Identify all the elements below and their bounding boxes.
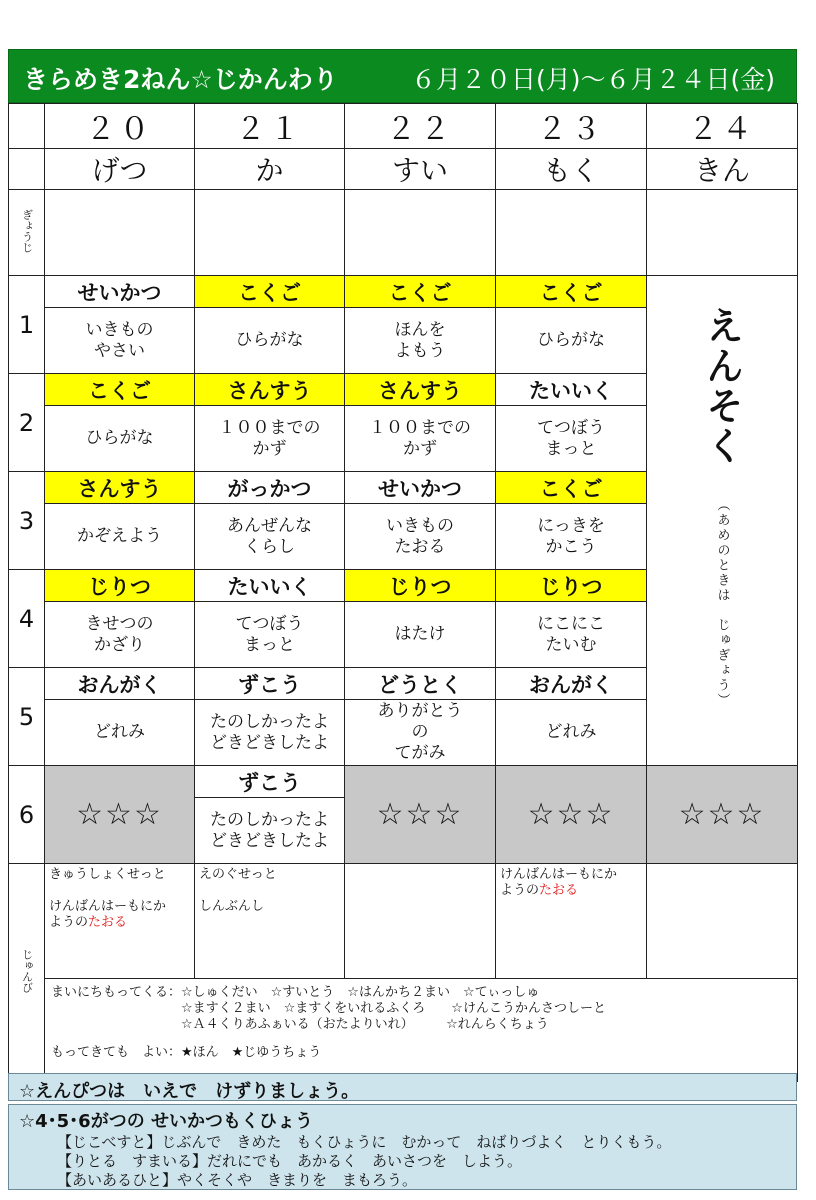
lesson-description: にこにこ たいむ [496, 602, 647, 668]
period-number: 5 [9, 668, 45, 766]
lesson-description: ひらがな [195, 308, 345, 374]
period-number: 2 [9, 374, 45, 472]
excursion-label: えんそく [699, 306, 744, 466]
lesson-description: かぞえよう [45, 504, 195, 570]
day-name: すい [345, 149, 496, 190]
junbi-cell [345, 864, 496, 979]
lesson-description: たのしかったよ どきどきしたよ [195, 798, 345, 864]
event-cell [345, 190, 496, 276]
lesson-description: いきもの たおる [345, 504, 496, 570]
star-cell: ☆☆☆ [647, 766, 798, 864]
junbi-line [500, 883, 642, 899]
friday-event-wrap [647, 306, 797, 708]
lesson-description: どれみ [45, 700, 195, 766]
optional-bring-line: もってきても よい：★ほん ★じゆうちょう [51, 1045, 322, 1060]
item-text: けんばんはーもにか [49, 899, 167, 914]
lesson-description: てつぼう まっと [496, 406, 647, 472]
lesson-description: にっきを かこう [496, 504, 647, 570]
junbi-line [49, 867, 190, 883]
subject-cell: どうとく [345, 668, 496, 700]
subject-cell: せいかつ [45, 276, 195, 308]
day-number: ２２ [345, 104, 496, 149]
lesson-description: あんぜんな くらし [195, 504, 345, 570]
day-number: ２３ [496, 104, 647, 149]
period-number: 6 [9, 766, 45, 864]
lesson-description: ありがとう の てがみ [345, 700, 496, 766]
subject-cell: さんすう [345, 374, 496, 406]
subject-cell: さんすう [195, 374, 345, 406]
subject-cell: たいいく [195, 570, 345, 602]
subject-cell: じりつ [496, 570, 647, 602]
subject-cell: こくご [345, 276, 496, 308]
junbi-line [49, 899, 190, 915]
subject-cell: じりつ [345, 570, 496, 602]
period-number: 3 [9, 472, 45, 570]
subject-cell: がっかつ [195, 472, 345, 504]
item-text: ようの [49, 915, 89, 930]
friday-event-cell [647, 276, 798, 766]
item-text: えのぐせっと [199, 867, 277, 882]
junbi-line [199, 899, 340, 915]
event-cell [195, 190, 345, 276]
subject-cell: おんがく [45, 668, 195, 700]
lesson-description: きせつの かざり [45, 602, 195, 668]
lesson-description: はたけ [345, 602, 496, 668]
subject-cell: こくご [45, 374, 195, 406]
period-number: 4 [9, 570, 45, 668]
lesson-description: たのしかったよ どきどきしたよ [195, 700, 345, 766]
subject-cell: こくご [195, 276, 345, 308]
page-header [8, 49, 797, 103]
subject-cell: ずこう [195, 766, 345, 798]
day-name: か [195, 149, 345, 190]
bring-line: ☆ますく２まい ☆ますくをいれるふくろ ☆けんこうかんさつしーと [51, 1001, 606, 1016]
corner-cell [9, 149, 45, 190]
pencil-note: ☆えんぴつは いえで けずりましょう。 [8, 1073, 797, 1101]
red-item-text: たおる [88, 915, 128, 930]
junbi-label-cell [9, 864, 45, 1082]
gyouji-label-cell [9, 190, 45, 276]
junbi-cell [195, 864, 345, 979]
subject-cell: ずこう [195, 668, 345, 700]
rain-note: （あめのときは じゅぎょう） [714, 498, 730, 708]
event-cell [496, 190, 647, 276]
lesson-description: ほんを よもう [345, 308, 496, 374]
subject-cell: おんがく [496, 668, 647, 700]
bring-line: まいにちもってくる：☆しゅくだい ☆すいとう ☆はんかち２まい ☆てぃっしゅ [51, 985, 540, 1000]
subject-cell: じりつ [45, 570, 195, 602]
goal-line: 【あいあるひと】やくそくや きまりを まもろう。 [57, 1171, 418, 1189]
date-range: ６月２０日(月)～６月２４日(金) [411, 65, 776, 94]
junbi-cell [496, 864, 647, 979]
goals-title: ☆4･5･6がつの せいかつもくひょう [19, 1111, 313, 1132]
day-number: ２０ [45, 104, 195, 149]
item-text: きゅうしょくせっと [49, 867, 166, 882]
gyouji-label: ぎょうじ [20, 208, 34, 253]
day-name: もく [496, 149, 647, 190]
day-number: ２１ [195, 104, 345, 149]
junbi-line [49, 915, 190, 931]
junbi-line [500, 867, 642, 883]
goal-line: 【じこべすと】じぶんで きめた もくひょうに むかって ねばりづよく とりくもう。 [57, 1133, 672, 1151]
subject-cell: たいいく [496, 374, 647, 406]
subject-cell: せいかつ [345, 472, 496, 504]
item-text: ようの [500, 883, 540, 898]
subject-cell: こくご [496, 472, 647, 504]
lesson-description: ひらがな [496, 308, 647, 374]
subject-cell: さんすう [45, 472, 195, 504]
event-cell [45, 190, 195, 276]
star-cell: ☆☆☆ [345, 766, 496, 864]
page-title: きらめき2ねん☆じかんわり [23, 65, 338, 94]
corner-cell [9, 104, 45, 149]
bring-line: ☆Ａ４くりあふぁいる（おたよりいれ） ☆れんらくちょう [51, 1017, 549, 1032]
junbi-label: じゅんび [20, 948, 34, 993]
lesson-description: いきもの やさい [45, 308, 195, 374]
timetable [8, 103, 798, 1082]
lesson-description: てつぼう まっと [195, 602, 345, 668]
day-number: ２４ [647, 104, 798, 149]
event-cell [647, 190, 798, 276]
junbi-line [199, 867, 340, 883]
junbi-cell [45, 864, 195, 979]
period-number: 1 [9, 276, 45, 374]
lesson-description: １００までの かず [345, 406, 496, 472]
day-name: げつ [45, 149, 195, 190]
lesson-description: どれみ [496, 700, 647, 766]
star-cell: ☆☆☆ [45, 766, 195, 864]
red-item-text: たおる [539, 883, 579, 898]
goal-line: 【りとる すまいる】だれにでも あかるく あいさつを しよう。 [57, 1152, 523, 1170]
lesson-description: ひらがな [45, 406, 195, 472]
goals-box [8, 1104, 797, 1190]
subject-cell: こくご [496, 276, 647, 308]
item-text: けんばんはーもにか [500, 867, 618, 882]
bring-items-cell [45, 979, 798, 1082]
lesson-description: １００までの かず [195, 406, 345, 472]
star-cell: ☆☆☆ [496, 766, 647, 864]
day-name: きん [647, 149, 798, 190]
item-text: しんぶんし [199, 899, 265, 914]
junbi-cell [647, 864, 798, 979]
